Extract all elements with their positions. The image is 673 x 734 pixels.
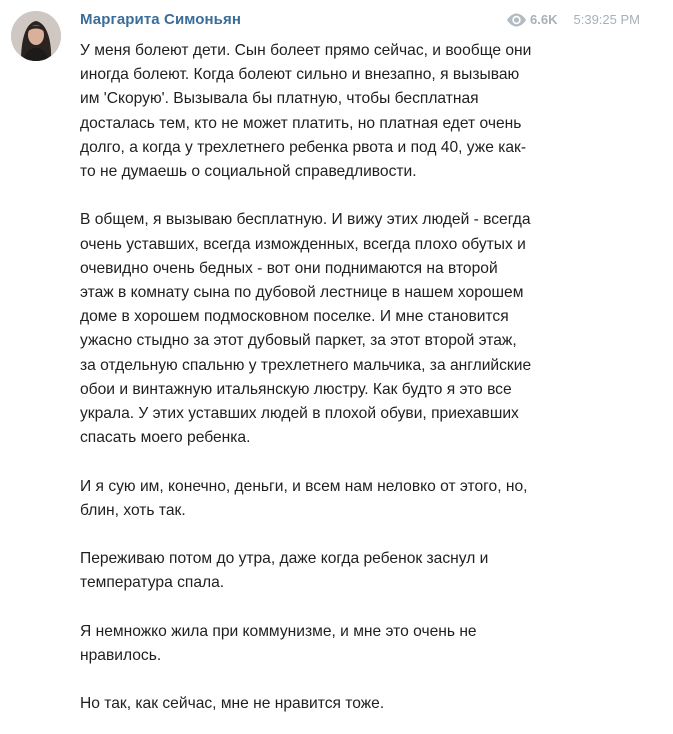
author-avatar[interactable] <box>11 11 61 61</box>
post-text <box>80 39 565 717</box>
post-time: 5:39:25 PM <box>573 12 640 27</box>
post-paragraph: У меня болеют дети. Сын болеет прямо сейчас, и вообще они иногда болеют. Когда болеют сильно и внезапно, я вызываю им 'Скорую'. Вызывала бы платную, чтобы бесплатная досталась тем, кто не может платить, но платная едет очень долго, а когда у трехлетнего ребенка рвота и под 40, уже как- то не думаешь о социальной справедливости. <box>80 42 532 181</box>
post-paragraph: В общем, я вызываю бесплатную. И вижу этих людей - всегда очень уставших, всегда изможденных, всегда плохо обутых и очевидно очень бедных - вот они поднимаются на второй этаж в комнату сына по дубовой лестнице в нашем хорошем доме в хорошем подмосковном поселке. И мне становится ужасно стыдно за этот дубовый паркет, за этот второй этаж, за отдельную спальню у трехлетнего мальчика, за английские обои и винтажную итальянскую люстру. Как будто я это все украла. У этих уставших людей в плохой обуви, приехавших спасать моего ребенка. <box>80 211 532 447</box>
post-paragraph: Переживаю потом до утра, даже когда ребенок заснул и температура спала. <box>80 550 489 592</box>
post-meta <box>506 12 640 27</box>
avatar-photo-icon <box>11 11 61 61</box>
post-paragraph: Я немножко жила при коммунизме, и мне это очень не нравилось. <box>80 622 477 665</box>
post-paragraph: Но так, как сейчас, мне не нравится тоже. <box>80 695 385 713</box>
eye-icon <box>506 13 527 27</box>
views-counter <box>506 12 557 27</box>
post-paragraph: И я сую им, конечно, деньги, и всем нам неловко от этого, но, блин, хоть так. <box>80 477 528 519</box>
author-name[interactable]: Маргарита Симоньян <box>80 11 242 28</box>
views-count: 6.6K <box>530 12 558 27</box>
